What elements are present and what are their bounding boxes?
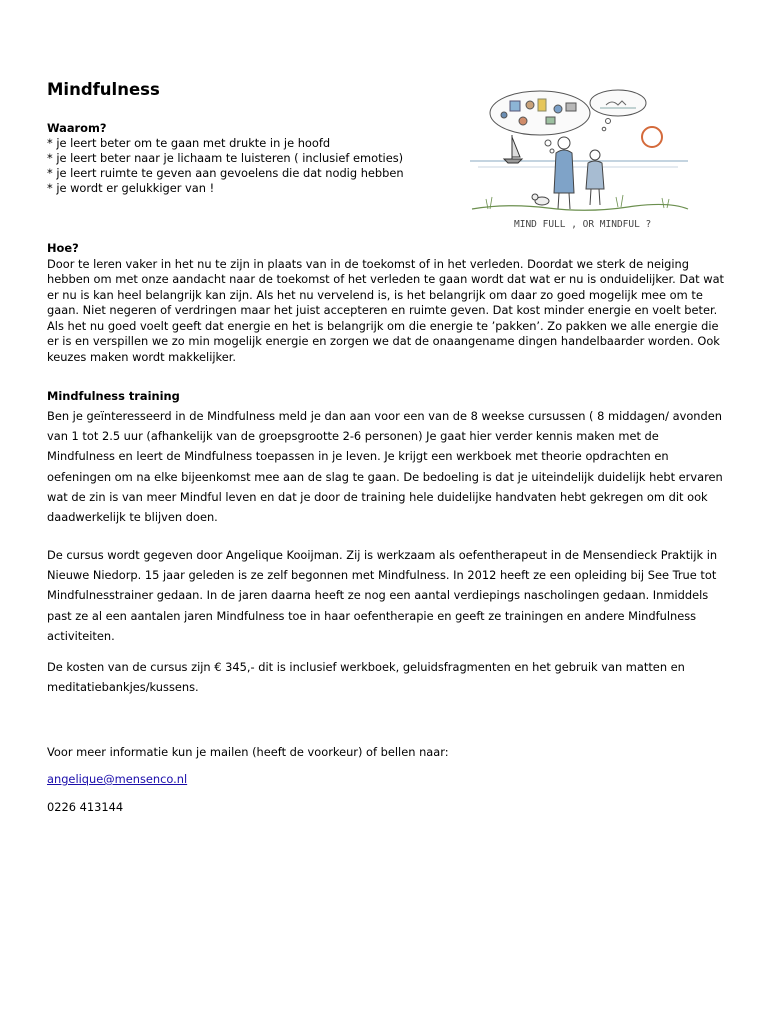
training-section (47, 389, 727, 527)
cost-paragraph: De kosten van de cursus zijn € 345,- dit is inclusief werkboek, geluidsfragmenten en het gebruik van matten en meditatiebankjes/kussens. (47, 660, 685, 695)
hoe-section (47, 241, 727, 365)
hoe-heading: Hoe? (47, 241, 79, 255)
email-row (47, 770, 187, 788)
hoe-paragraph: Door te leren vaker in het nu te zijn in plaats van in de toekomst of in het verleden. Doordat we sterk de neiging hebben om met onze aandacht naar de toekomst of het verleden te gaan wordt dat wat er nu is onduidelijker. Dat wat er nu is kan heel belangrijk kan zijn. Als het nu vervelend is, is het belangrijk om daar zo goed mogelijk mee om te gaan. Niet negeren of verdringen maar het juist accepteren en ruimte geven. Dat kost minder energie en voelt beter. Als het nu goed voelt geeft dat energie en het is belangrijk om die energie te ’pakken’. Zo pakken we alle energie die er is en verspillen we zo min mogelijk energie en zorgen we dat de onaangename dingen handelbaarder worden. Ook keuzes maken wordt makkelijker. (47, 256, 725, 364)
sailboat-icon (504, 135, 522, 163)
phone-number: 0226 413144 (47, 800, 124, 814)
training-paragraph: Ben je geïnteresseerd in de Mindfulness meld je dan aan voor een van de 8 weekse cursussen ( 8 middagen/ avonden van 1 tot 2.5 uur (afhankelijk van de groepsgrootte 2-6 personen) Je gaat hier verder kennis maken met de Mindfulness en leert de Mindfulness toepassen in je leven. Je krijgt een werkboek met theorie opdrachten en oefeningen om na elke bijeenkomst mee aan de slag te gaan. De bedoeling is dat je uiteindelijk duidelijk hebt ervaren wat de zin is van meer Mindful leven en dat je door de training hele duidelijke handvaten hebt gekregen om dit ook daadwerkelijk te blijven doen. (47, 409, 723, 525)
thought-cloud-calm (590, 90, 646, 131)
list-item: * je leert beter naar je lichaam te luisteren ( inclusief emoties) (47, 151, 404, 165)
page-title: Mindfulness (47, 80, 160, 99)
person-child (586, 150, 604, 205)
teacher-paragraph: De cursus wordt gegeven door Angelique Kooijman. Zij is werkzaam als oefentherapeut in de Mensendieck Praktijk in Nieuwe Niedorp. 15 jaar geleden is ze zelf begonnen met Mindfulness. In 2012 heeft ze een opleiding bij See True tot Mindfulnesstrainer gedaan. In de jaren daarna heeft ze nog een aantal verdiepings nascholingen gedaan. Inmiddels past ze al een aantalen jaren Mindfulness toe in haar oefentherapie en geeft ze trainingen en andere Mindfulness activiteiten. (47, 548, 718, 643)
illustration-caption: MIND FULL , OR MINDFUL ? (514, 219, 652, 230)
sun-icon (642, 127, 662, 147)
list-item: * je wordt er gelukkiger van ! (47, 181, 215, 195)
list-item: * je leert ruimte te geven aan gevoelens die dat nodig hebben (47, 166, 404, 180)
mindfulness-illustration (468, 83, 690, 235)
training-heading: Mindfulness training (47, 389, 180, 403)
dog-icon (532, 194, 549, 205)
waarom-heading: Waarom? (47, 121, 107, 135)
list-item: * je leert beter om te gaan met drukte in je hoofd (47, 136, 331, 150)
contact-intro: Voor meer informatie kun je mailen (heeft de voorkeur) of bellen naar: (47, 745, 449, 759)
person-adult (554, 137, 574, 209)
waarom-section (47, 121, 447, 196)
thought-cloud-busy (490, 91, 590, 153)
email-link[interactable]: angelique@mensenco.nl (47, 772, 188, 786)
